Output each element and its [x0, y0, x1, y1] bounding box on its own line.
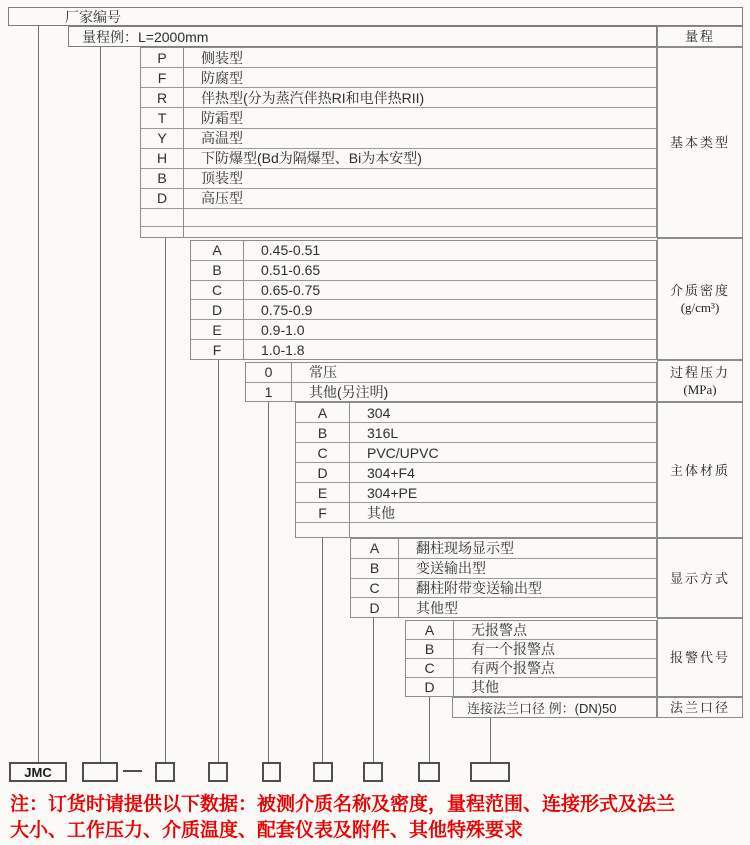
table-row [406, 621, 656, 639]
option-code: B [369, 560, 380, 577]
connector-line-basic-type [165, 238, 166, 762]
empty-row [141, 208, 656, 226]
option-code: 0 [264, 364, 273, 381]
option-code: F [318, 504, 327, 521]
table-row [406, 639, 656, 658]
option-description: 0.75-0.9 [261, 301, 313, 318]
option-description: 0.51-0.65 [261, 262, 321, 279]
section-label-body-material: 主体材质 [657, 402, 743, 538]
connector-line-alarm [429, 697, 430, 762]
ordering-note-line2: 大小、工作压力、介质温度、配套仪表及附件、其他特殊要求 [10, 820, 524, 841]
table-row [191, 319, 656, 339]
table-row [296, 422, 656, 442]
connector-line-flange [490, 718, 491, 762]
option-code: A [317, 404, 328, 421]
option-description: 304+F4 [367, 464, 415, 481]
option-description: 其他型 [416, 599, 458, 616]
ordering-note [10, 792, 746, 844]
table-row [406, 677, 656, 696]
table-row [351, 578, 656, 598]
option-code: F [157, 69, 167, 86]
table-row [296, 403, 656, 422]
option-code: D [424, 679, 435, 695]
option-code: 1 [264, 383, 273, 400]
pressure-unit: (MPa) [683, 382, 717, 397]
option-code: A [369, 540, 380, 557]
option-description: 变送输出型 [416, 560, 486, 577]
model-code-box-display [363, 762, 383, 782]
option-code: D [317, 464, 328, 481]
option-code: H [156, 150, 168, 167]
alarm-code-table [405, 620, 657, 697]
table-row [296, 442, 656, 462]
option-code: D [211, 301, 223, 318]
section-label-display-mode: 显示方式 [657, 538, 743, 618]
option-description: 有两个报警点 [471, 660, 555, 676]
option-description: 高压型 [201, 190, 243, 207]
option-description: 316L [367, 424, 399, 441]
option-description: 304+PE [367, 484, 418, 501]
section-label-alarm-code: 报警代号 [657, 618, 743, 697]
model-code-box-basic-type [155, 762, 175, 782]
table-row [141, 48, 656, 67]
connector-line-range [100, 47, 101, 762]
option-description: 其他 [367, 504, 395, 521]
empty-row [296, 522, 656, 537]
model-code-box-range [82, 762, 118, 782]
option-code: C [424, 660, 435, 676]
table-row [141, 128, 656, 148]
model-code-box-alarm [418, 762, 440, 782]
model-code-box-flange [470, 762, 510, 782]
table-row [191, 260, 656, 280]
table-row [351, 539, 656, 558]
option-description: 有一个报警点 [471, 641, 555, 657]
option-description: 防霜型 [201, 109, 243, 126]
process-pressure-table [245, 362, 657, 402]
option-description: 1.0-1.8 [261, 341, 305, 358]
column-divider [453, 621, 454, 696]
density-unit: (g/cm³) [680, 300, 720, 315]
table-row [141, 87, 656, 107]
option-code: C [317, 444, 328, 461]
option-description: 其他 [471, 679, 499, 695]
option-code: A [212, 242, 222, 259]
option-code: B [212, 262, 222, 279]
option-code: E [317, 484, 328, 501]
option-code: A [424, 622, 435, 638]
option-description: 翻柱现场显示型 [416, 540, 514, 557]
option-code: E [212, 321, 222, 338]
flange-diameter-cell [452, 697, 657, 718]
option-code: T [157, 109, 167, 126]
option-description: 其他(另注明) [309, 383, 389, 400]
table-row [141, 107, 656, 127]
section-label-range: 量程 [657, 26, 743, 47]
manufacturer-code-label: 厂家编号 [65, 8, 121, 25]
connector-line-manufacturer [38, 25, 39, 762]
table-row [246, 382, 656, 402]
option-description: 0.65-0.75 [261, 282, 321, 299]
model-prefix-box: JMC [9, 762, 67, 782]
table-row [246, 363, 656, 382]
option-code: F [212, 341, 222, 358]
table-row [296, 502, 656, 522]
ordering-note-line1: 注：订货时请提供以下数据：被测介质名称及密度，量程范围、连接形式及法兰 [10, 794, 676, 815]
option-description: 侧装型 [201, 49, 243, 66]
option-code: D [369, 599, 380, 616]
table-row [191, 339, 656, 359]
model-code-box-density [208, 762, 228, 782]
table-row [141, 168, 656, 188]
option-code: B [317, 424, 328, 441]
table-row [141, 188, 656, 208]
option-code: C [369, 579, 380, 596]
flange-diameter-text: 连接法兰口径 例：(DN)50 [467, 701, 617, 716]
option-description: 无报警点 [471, 622, 527, 638]
column-divider [291, 363, 292, 401]
section-label-flange-diameter: 法兰口径 [657, 697, 743, 718]
column-divider [243, 241, 244, 359]
table-row [191, 241, 656, 260]
table-row [191, 280, 656, 300]
display-mode-table [350, 538, 657, 618]
option-code: B [424, 641, 435, 657]
model-code-box-pressure [262, 762, 281, 782]
table-row [191, 299, 656, 319]
table-row [351, 597, 656, 617]
option-code: B [157, 170, 167, 187]
option-description: 顶装型 [201, 170, 243, 187]
option-code: Y [157, 130, 167, 147]
connector-line-density [218, 360, 219, 762]
table-row [351, 558, 656, 578]
section-label-basic-type: 基本类型 [657, 47, 743, 238]
option-description: 常压 [309, 364, 337, 381]
table-row [296, 462, 656, 482]
connector-line-material [322, 538, 323, 762]
manufacturer-code-box [8, 7, 743, 26]
basic-type-table [140, 47, 657, 238]
option-description: 伴热型(分为蒸汽伴热RI和电伴热RII) [201, 89, 425, 106]
range-example-text: 量程例：L=2000mm [82, 28, 209, 45]
empty-row [141, 226, 656, 237]
table-row [296, 482, 656, 502]
table-row [141, 67, 656, 87]
table-row [406, 658, 656, 677]
option-code: R [156, 89, 168, 106]
connector-line-display [373, 618, 374, 762]
option-description: 高温型 [201, 130, 243, 147]
option-description: PVC/UPVC [367, 444, 439, 461]
medium-density-table [190, 240, 657, 360]
section-label-process-pressure: 过程压力 (MPa) [657, 360, 743, 402]
column-divider [398, 539, 399, 617]
option-description: 翻柱附带变送输出型 [416, 579, 542, 596]
option-description: 防腐型 [201, 69, 243, 86]
body-material-table [295, 402, 657, 538]
column-divider [349, 403, 350, 537]
connector-line-pressure [268, 402, 269, 762]
option-code: D [156, 190, 168, 207]
option-description: 304 [367, 404, 391, 421]
option-description: 0.45-0.51 [261, 242, 321, 259]
option-description: 下防爆型(Bd为隔爆型、Bi为本安型) [201, 150, 422, 167]
option-description: 0.9-1.0 [261, 321, 305, 338]
model-code-box-material [313, 762, 333, 782]
range-example-cell [68, 26, 657, 47]
option-code: P [157, 49, 167, 66]
column-divider [183, 48, 184, 237]
model-code-dash [123, 770, 142, 772]
section-label-medium-density: 介质密度 (g/cm³) [657, 238, 743, 360]
option-code: C [211, 282, 223, 299]
table-row [141, 148, 656, 168]
